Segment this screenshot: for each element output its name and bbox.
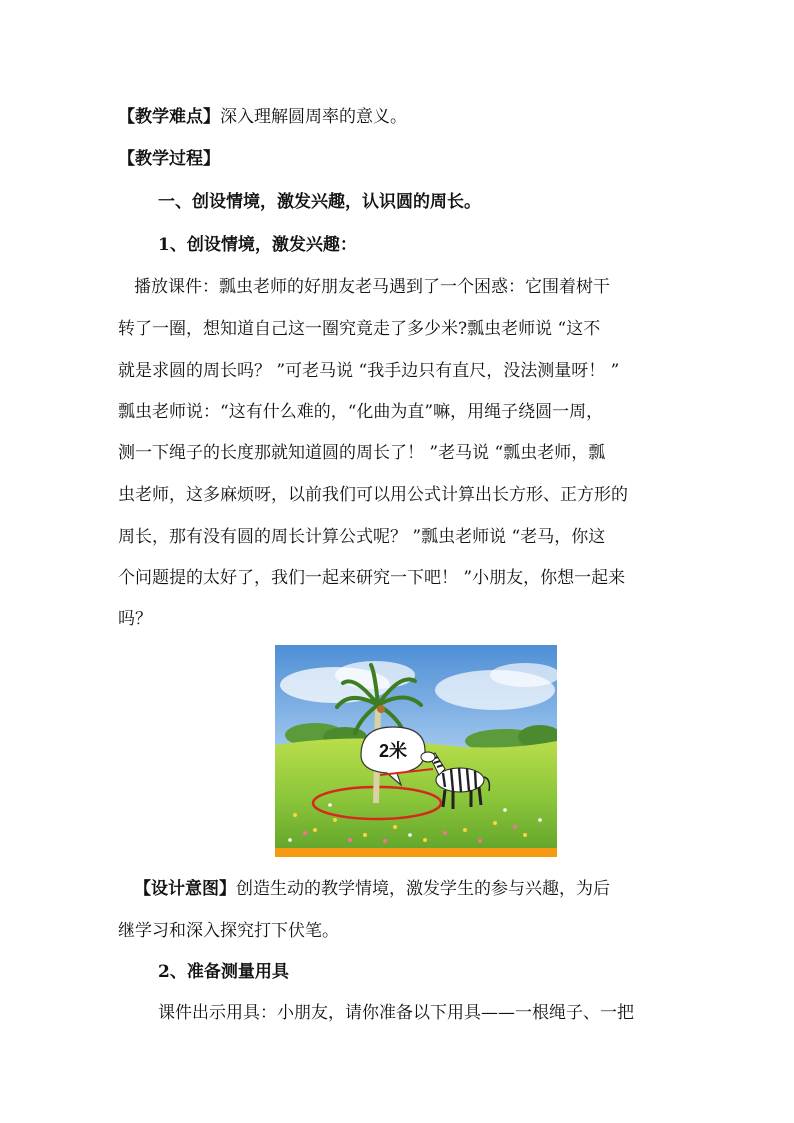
difficulty-line bbox=[118, 106, 407, 128]
process-heading: 【教学过程】 bbox=[118, 149, 220, 169]
illustration-svg bbox=[275, 645, 557, 857]
design-label: 【设计意图】 bbox=[134, 879, 236, 899]
story-line-4: 瓢虫老师说：“这有什么难的，“化曲为直”嘛，用绳子绕圆一周， bbox=[118, 402, 604, 422]
design-line-2: 继学习和深入探究打下伏笔。 bbox=[118, 921, 339, 941]
difficulty-label: 【教学难点】 bbox=[118, 107, 220, 127]
story-line-7: 周长，那有没有圆的周长计算公式呢？ ”瓢虫老师说 “老马，你这 bbox=[118, 527, 606, 547]
story-line-1: 播放课件：瓢虫老师的好朋友老马遇到了一个困惑：它围着树干 bbox=[134, 277, 610, 297]
story-line-8: 个问题提的太好了，我们一起来研究一下吧！ ”小朋友，你想一起来 bbox=[118, 568, 626, 588]
design-text: 创造生动的教学情境，激发学生的参与兴趣，为后 bbox=[236, 879, 610, 899]
story-line-6: 虫老师，这多麻烦呀，以前我们可以用公式计算出长方形、正方形的 bbox=[118, 485, 628, 505]
zebra-tree-illustration bbox=[275, 645, 557, 857]
story-line-2: 转了一圈，想知道自己这一圈究竟走了多少米?瓢虫老师说 “这不 bbox=[118, 319, 601, 339]
speech-bubble-text: 2米 bbox=[378, 741, 408, 761]
section1-title: 一、创设情境，激发兴趣，认识圆的周长。 bbox=[158, 192, 481, 212]
difficulty-text: 深入理解圆周率的意义。 bbox=[220, 107, 407, 127]
sub1-title: 1、创设情境，激发兴趣： bbox=[158, 235, 357, 255]
story-line-5: 测一下绳子的长度那就知道圆的周长了！ ”老马说 “瓢虫老师，瓢 bbox=[118, 443, 606, 463]
story-line-9: 吗？ bbox=[118, 609, 152, 629]
design-line-1 bbox=[134, 878, 610, 900]
story-line-3: 就是求圆的周长吗？ ”可老马说 “我手边只有直尺，没法测量呀！ ” bbox=[118, 361, 620, 381]
sub2-title: 2、准备测量用具 bbox=[158, 962, 289, 982]
tools-line: 课件出示用具：小朋友，请你准备以下用具——一根绳子、一把 bbox=[158, 1003, 634, 1023]
